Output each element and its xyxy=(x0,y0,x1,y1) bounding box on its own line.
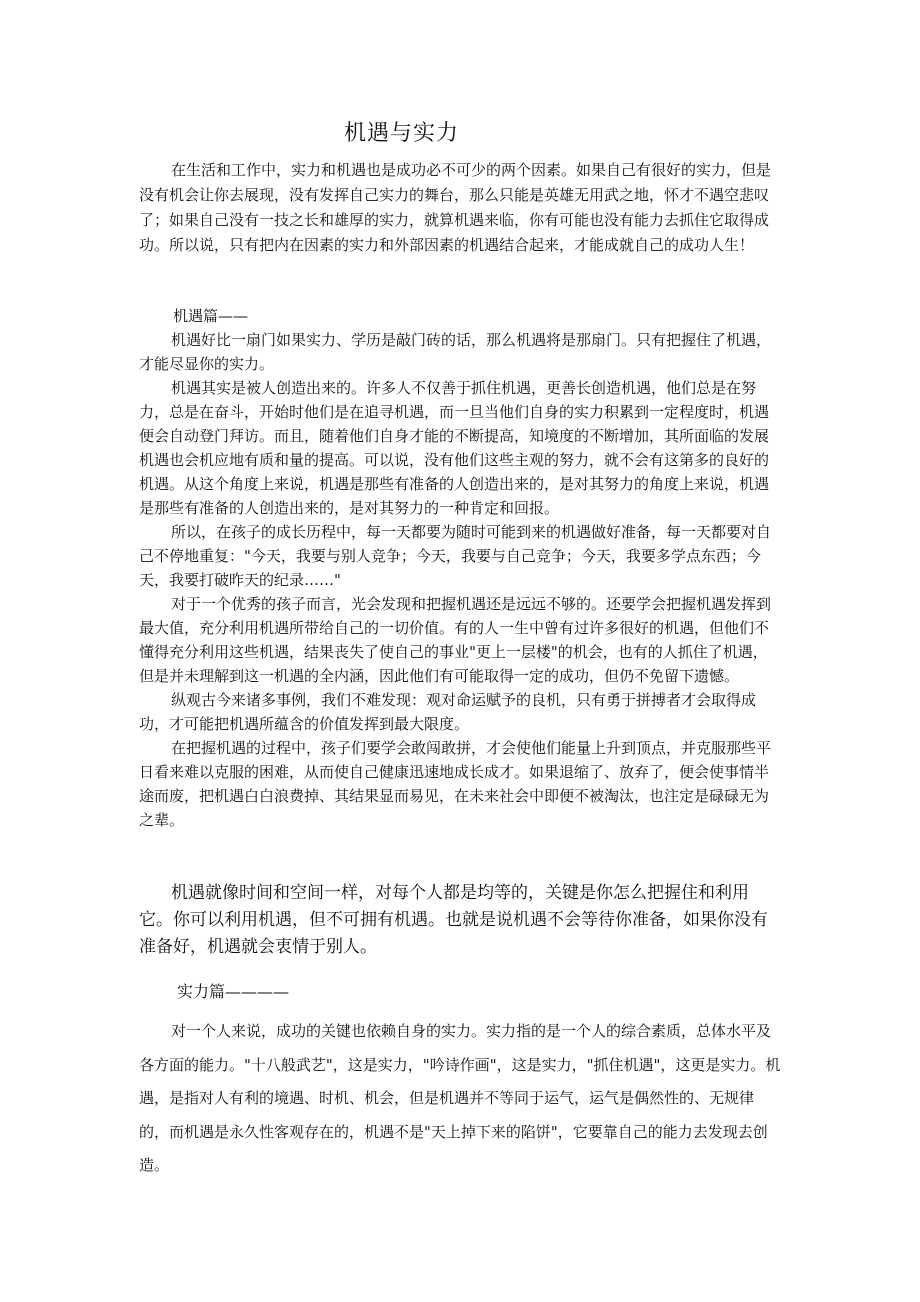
strength-heading: 实力篇———— xyxy=(177,982,290,1001)
intro-paragraph: 在生活和工作中，实力和机遇也是成功必不可少的两个因素。如果自己有很好的实力，但是没有机会让你去展现，没有发挥自己实力的舞台，那么只能是英雄无用武之地，怀才不遇空悲叹了；如果自己没有一技之长和雄厚的实力，就算机遇来临，你有可能也没有能力去抓住它取得成功。所以说，只有把内在因素的实力和外部因素的机遇结合起来，才能成就自己的成功人生！ xyxy=(139,161,772,254)
opportunity-closing: 机遇就像时间和空间一样，对每个人都是均等的，关键是你怎么把握住和利用它。你可以利用机遇，但不可拥有机遇。也就是说机遇不会等待你准备，如果你没有准备好，机遇就会衷情于别人。 xyxy=(139,883,768,957)
opportunity-paragraph-6: 在把握机遇的过程中，孩子们要学会敢闯敢拼，才会使他们能量上升到顶点，并克服那些平日看来难以克服的困难，从而使自己健康迅速地成长成才。如果退缩了、放弃了，便会使事情半途而废，把机遇白白浪费掉、其结果显而易见，在未来社会中即便不被淘汰，也注定是碌碌无为之辈。 xyxy=(139,739,772,829)
opportunity-heading: 机遇篇—— xyxy=(173,307,249,325)
opportunity-section xyxy=(139,328,781,832)
strength-paragraph: 对一个人来说，成功的关键也依赖自身的实力。实力指的是一个人的综合素质，总体水平及各方面的能力。"十八般武艺"，这是实力，"吟诗作画"，这是实力，"抓住机遇"，这更是实力。机遇，是指对人有利的境遇、时机、机会，但是机遇并不等同于运气，运气是偶然性的、无规律的，而机遇是永久性客观存在的，机遇不是"天上掉下来的陷饼"，它要靠自己的能力去发现去创造。 xyxy=(139,1022,781,1174)
opportunity-paragraph-3: 所以，在孩子的成长历程中，每一天都要为随时可能到来的机遇做好准备，每一天都要对自己不停地重复："今天，我要与别人竞争；今天，我要与自己竞争；今天，我要多学点东西；今天，我要打破昨天的纪录……" xyxy=(139,523,772,589)
opportunity-paragraph-2: 机遇其实是被人创造出来的。许多人不仅善于抓住机遇，更善长创造机遇，他们总是在努力，总是在奋斗，开始时他们是在追寻机遇，而一旦当他们自身的实力积累到一定程度时，机遇便会自动登门拜访。而且，随着他们自身才能的不断提高，知境度的不断增加，其所面临的发展机遇也会机应地有质和量的提高。可以说，没有他们这些主观的努力，就不会有这第多的良好的机遇。从这个角度上来说，机遇是那些有准备的人创造出来的，是对其努力的角度上来说，机遇是那些有准备的人创造出来的，是对其努力的一种肯定和回报。 xyxy=(139,379,770,517)
page-title: 机遇与实力 xyxy=(344,121,460,146)
opportunity-paragraph-5: 纵观古今来诸多事例，我们不难发现：观对命运赋予的良机，只有勇于拼搏者才会取得成功，才可能把机遇所蕴含的价值发挥到最大限度。 xyxy=(139,691,757,733)
opportunity-paragraph-4: 对于一个优秀的孩子而言，光会发现和把握机遇还是远远不够的。还要学会把握机遇发挥到最大值，充分利用机遇所带给自己的一切价值。有的人一生中曾有过许多很好的机遇，但他们不懂得充分利用这些机遇，结果丧失了使自己的事业"更上一层楼"的机会，也有的人抓住了机遇，但是并未理解到这一机遇的全内涵，因此他们有可能取得一定的成功，但仍不免留下遗憾。 xyxy=(139,595,772,685)
opportunity-paragraph-1: 机遇好比一扇门如果实力、学历是敲门砖的话，那么机遇将是那扇门。只有把握住了机遇，才能尽显你的实力。 xyxy=(139,331,772,373)
